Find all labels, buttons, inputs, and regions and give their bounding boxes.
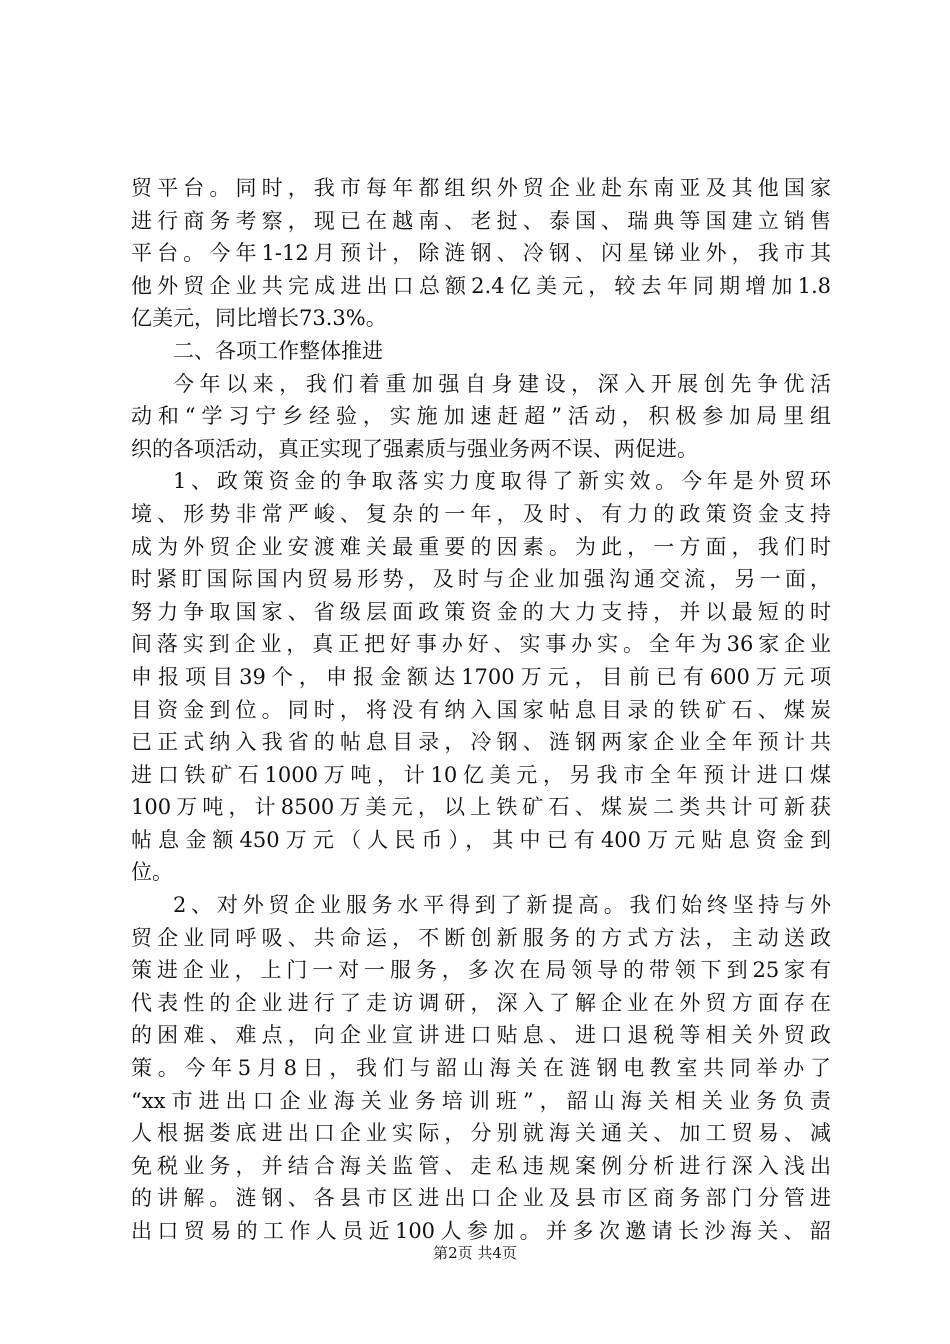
- text-line: 贸平台。同时，我市每年都组织外贸企业赴东南亚及其他国家: [131, 176, 831, 200]
- text-line: 贸企业同呼吸、共命运，不断创新服务的方式方法，主动送政: [131, 925, 831, 950]
- text-line: 时紧盯国际国内贸易形势，及时与企业加强沟通交流，另一面，: [131, 567, 831, 592]
- text-line: 人根据娄底进出口企业实际，分别就海关通关、加工贸易、减: [131, 1121, 831, 1146]
- document-body: [131, 172, 831, 1248]
- text-line: 的讲解。涟钢、各县市区进出口企业及县市区商务部门分管进: [131, 1186, 831, 1211]
- text-line: 境、形势非常严峻、复杂的一年，及时、有力的政策资金支持: [131, 501, 831, 526]
- text-line: 位。: [131, 860, 173, 885]
- text-line: 亿美元，同比增长73.3%。: [131, 306, 387, 331]
- text-line: 2、对外贸企业服务水平得到了新提高。我们始终坚持与外: [173, 893, 831, 918]
- page-footer: 第2页 共4页: [433, 1244, 517, 1262]
- text-line: 今年以来，我们着重加强自身建设，深入开展创先争优活: [173, 371, 831, 396]
- text-line: 策进企业，上门一对一服务，多次在局领导的带领下到25家有: [131, 958, 831, 983]
- text-line: 帖息金额450万元（人民币），其中已有400万元贴息资金到: [131, 827, 831, 852]
- text-line: 出口贸易的工作人员近100人参加。并多次邀请长沙海关、韶: [131, 1219, 831, 1243]
- text-line: 进行商务考察，现已在越南、老挝、泰国、瑞典等国建立销售: [131, 208, 831, 233]
- text-line: 间落实到企业，真正把好事办好、实事办实。全年为36家企业: [131, 632, 831, 657]
- text-line: 免税业务，并结合海关监管、走私违规案例分析进行深入浅出: [131, 1153, 831, 1178]
- text-line: 1、政策资金的争取落实力度取得了新实效。今年是外贸环: [173, 469, 831, 494]
- section-heading: 二、各项工作整体推进: [173, 338, 383, 363]
- text-line: “xx市进出口企业海关业务培训班”，韶山海关相关业务负责: [131, 1088, 831, 1113]
- text-line: 他外贸企业共完成进出口总额2.4亿美元，较去年同期增加1.8: [131, 273, 831, 298]
- text-line: 平台。今年1-12月预计，除涟钢、冷钢、闪星锑业外，我市其: [131, 241, 831, 266]
- text-line: 代表性的企业进行了走访调研，深入了解企业在外贸方面存在: [131, 990, 831, 1015]
- text-line: 成为外贸企业安渡难关最重要的因素。为此，一方面，我们时: [131, 534, 831, 559]
- text-line: 目资金到位。同时，将没有纳入国家帖息目录的铁矿石、煤炭: [131, 697, 831, 722]
- text-line: 策。今年5月8日，我们与韶山海关在涟钢电教室共同举办了: [131, 1056, 831, 1081]
- text-line: 努力争取国家、省级层面政策资金的大力支持，并以最短的时: [131, 599, 831, 624]
- text-line: 的困难、难点，向企业宣讲进口贴息、进口退税等相关外贸政: [131, 1023, 831, 1048]
- text-line: 已正式纳入我省的帖息目录，冷钢、涟钢两家企业全年预计共: [131, 730, 831, 755]
- text-line: 100万吨，计8500万美元，以上铁矿石、煤炭二类共计可新获: [131, 795, 831, 820]
- text-line: 织的各项活动，真正实现了强素质与强业务两不误、两促进。: [131, 436, 698, 461]
- text-line: 动和“学习宁乡经验，实施加速赶超”活动，积极参加局里组: [131, 404, 831, 429]
- text-line: 申报项目39个，申报金额达1700万元，目前已有600万元项: [131, 664, 831, 689]
- text-line: 进口铁矿石1000万吨，计10亿美元，另我市全年预计进口煤: [131, 762, 831, 787]
